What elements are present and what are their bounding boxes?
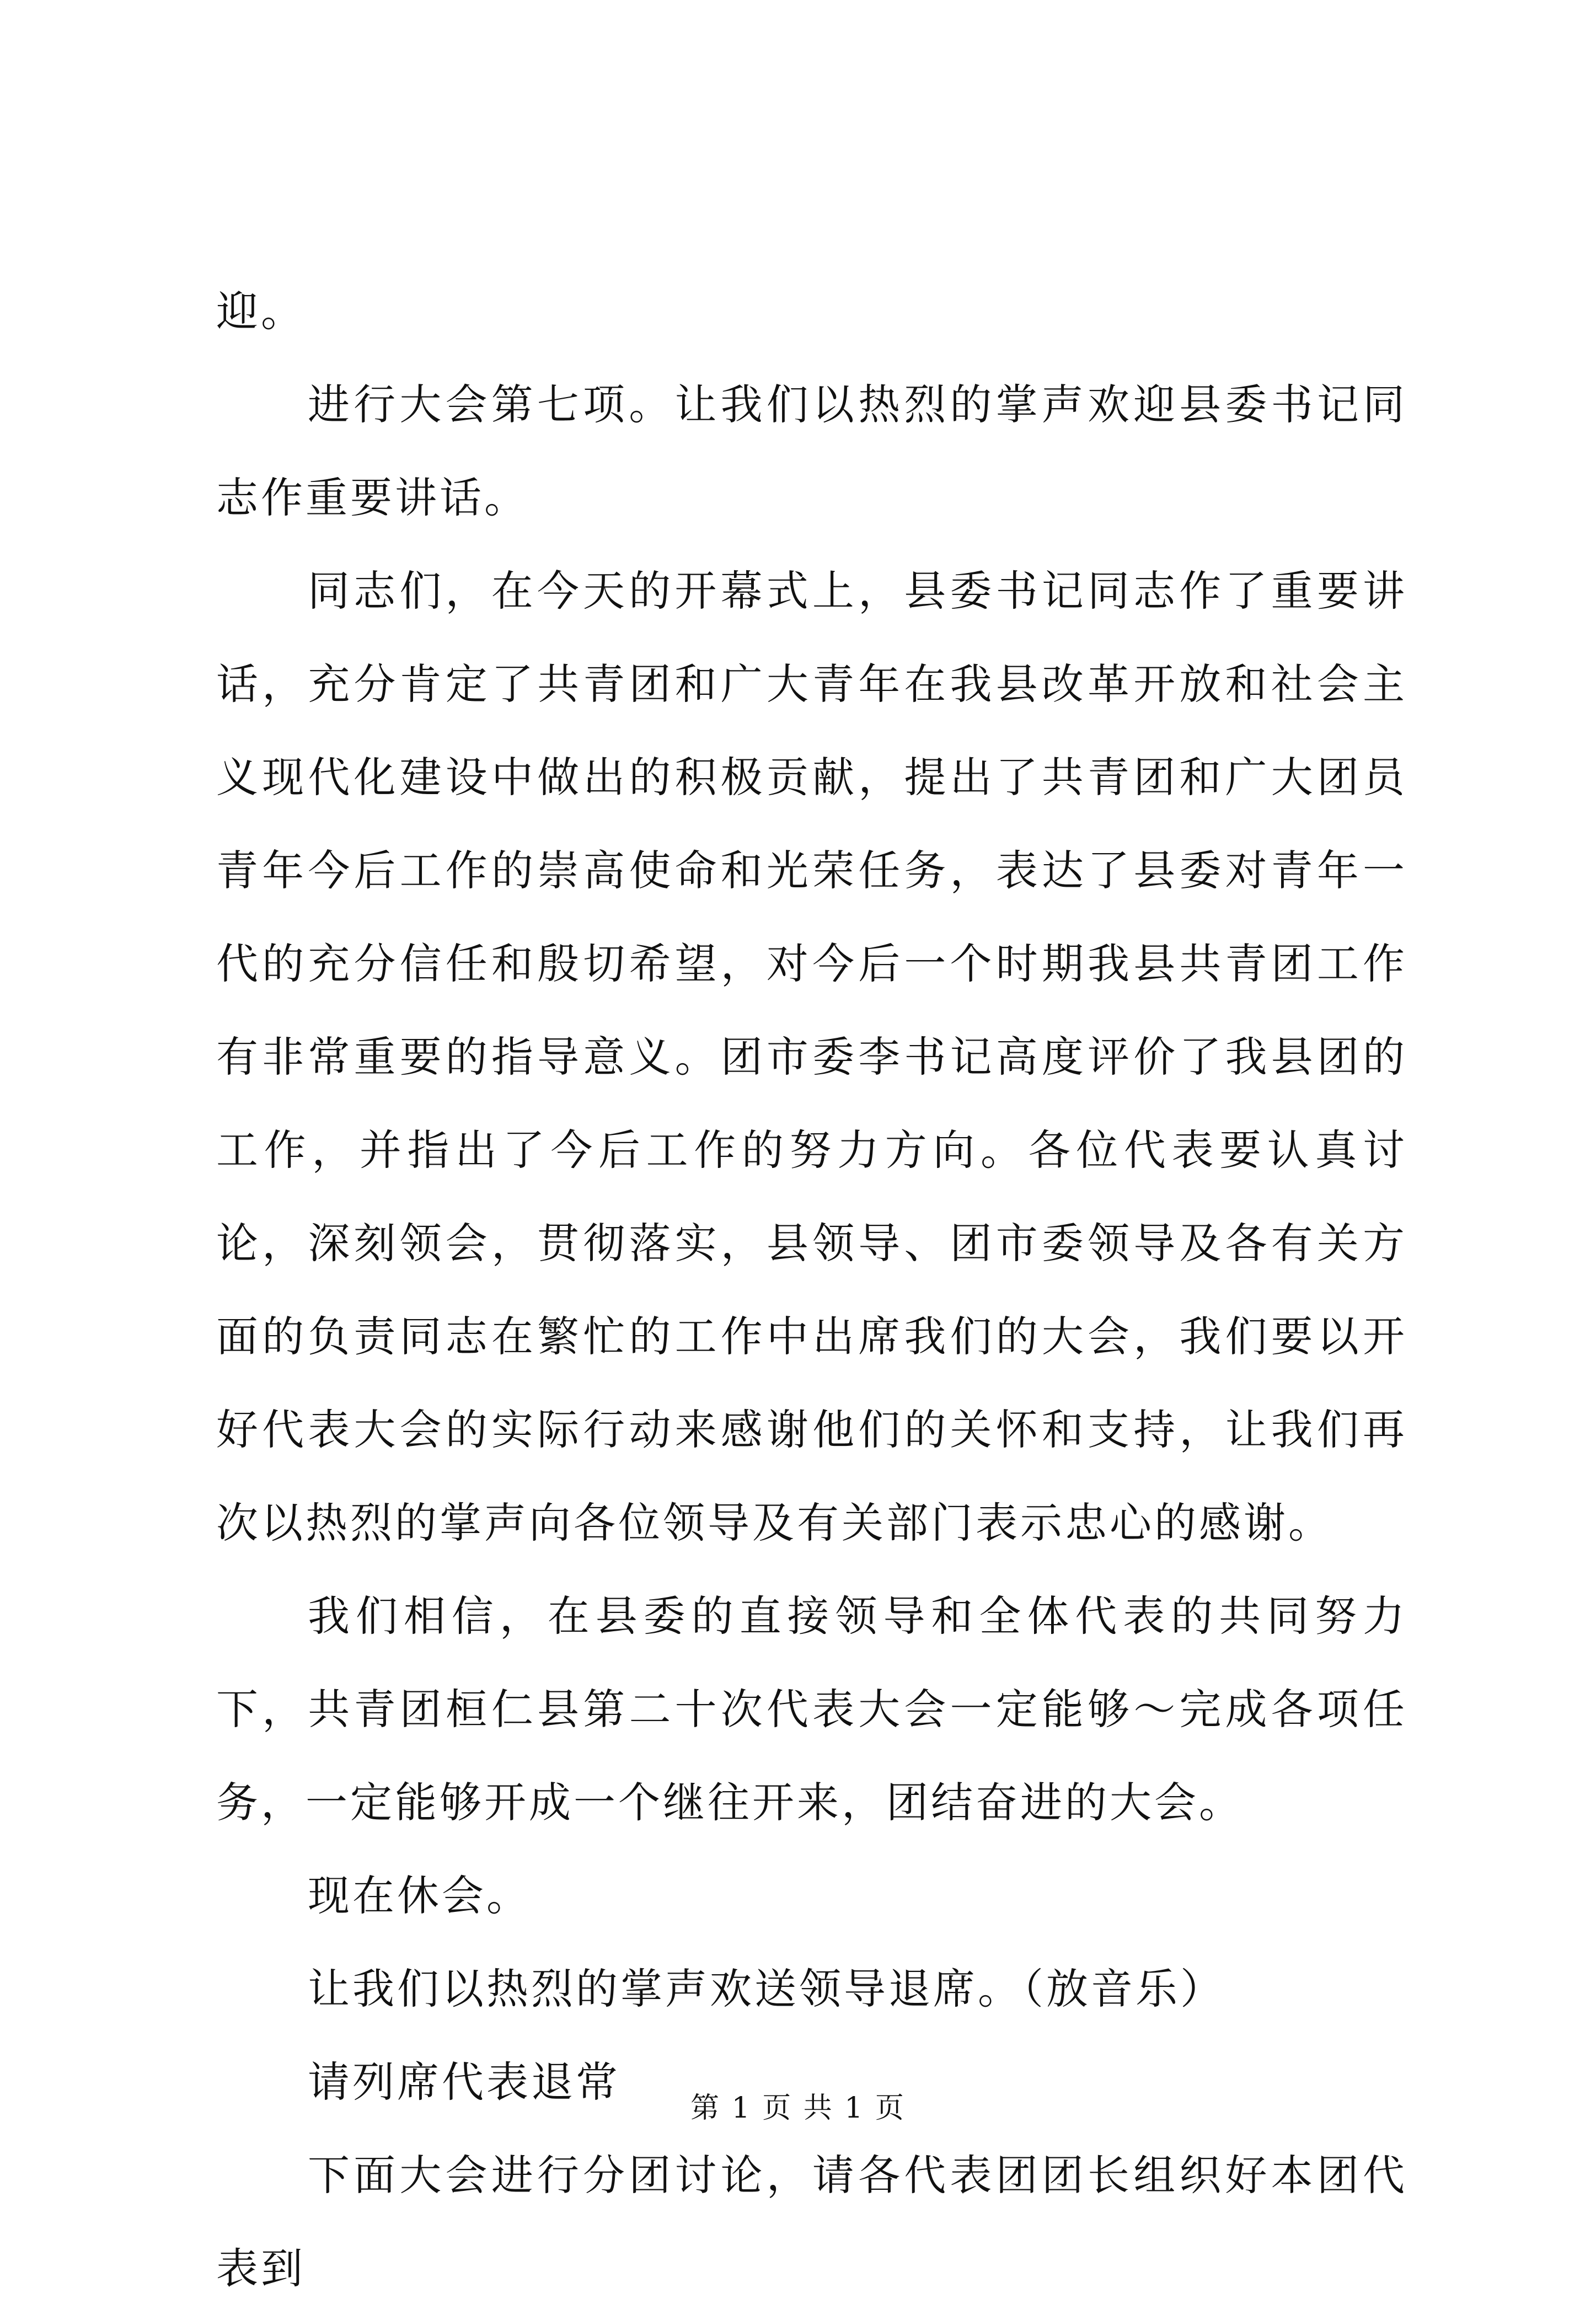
paragraph-1: 迎。 bbox=[216, 287, 306, 336]
paragraph-6: 让我们以热烈的掌声欢送领导退席。（放音乐） bbox=[308, 1964, 1225, 2013]
document-body bbox=[216, 265, 1407, 2315]
paragraph-5: 现在休会。 bbox=[308, 1871, 531, 1920]
paragraph-3: 同志们，在今天的开幕式上，县委书记同志作了重要讲话，充分肯定了共青团和广大青年在我县改革开放和社会主义现代化建设中做出的积极贡献，提出了共青团和广大团员青年今后工作的崇高使命和光荣任务，表达了县委对青年一代的充分信任和殷切希望，对今后一个时期我县共青团工作有非常重要的指导意义。团市委李书记高度评价了我县团的工作，并指出了今后工作的努力方向。各位代表要认真讨论，深刻领会，贯彻落实，县领导、团市委领导及各有关方面的负责同志在繁忙的工作中出席我们的大会，我们要以开好代表大会的实际行动来感谢他们的关怀和支持，让我们再次以热烈的掌声向各位领导及有关部门表示忠心的感谢。 bbox=[216, 566, 1407, 1547]
paragraph-7: 请列席代表退常 bbox=[308, 2057, 620, 2107]
page-footer: 第 1 页 共 1 页 bbox=[690, 2092, 906, 2125]
paragraph-4: 我们相信，在县委的直接领导和全体代表的共同努力下，共青团桓仁县第二十次代表大会一定能够～完成各项任务，一定能够开成一个继往开来，团结奋进的大会。 bbox=[216, 1591, 1407, 1827]
paragraph-2: 进行大会第七项。让我们以热烈的掌声欢迎县委书记同志作重要讲话。 bbox=[216, 380, 1407, 522]
paragraph-8: 下面大会进行分团讨论，请各代表团团长组织好本团代表到 bbox=[216, 2151, 1407, 2293]
